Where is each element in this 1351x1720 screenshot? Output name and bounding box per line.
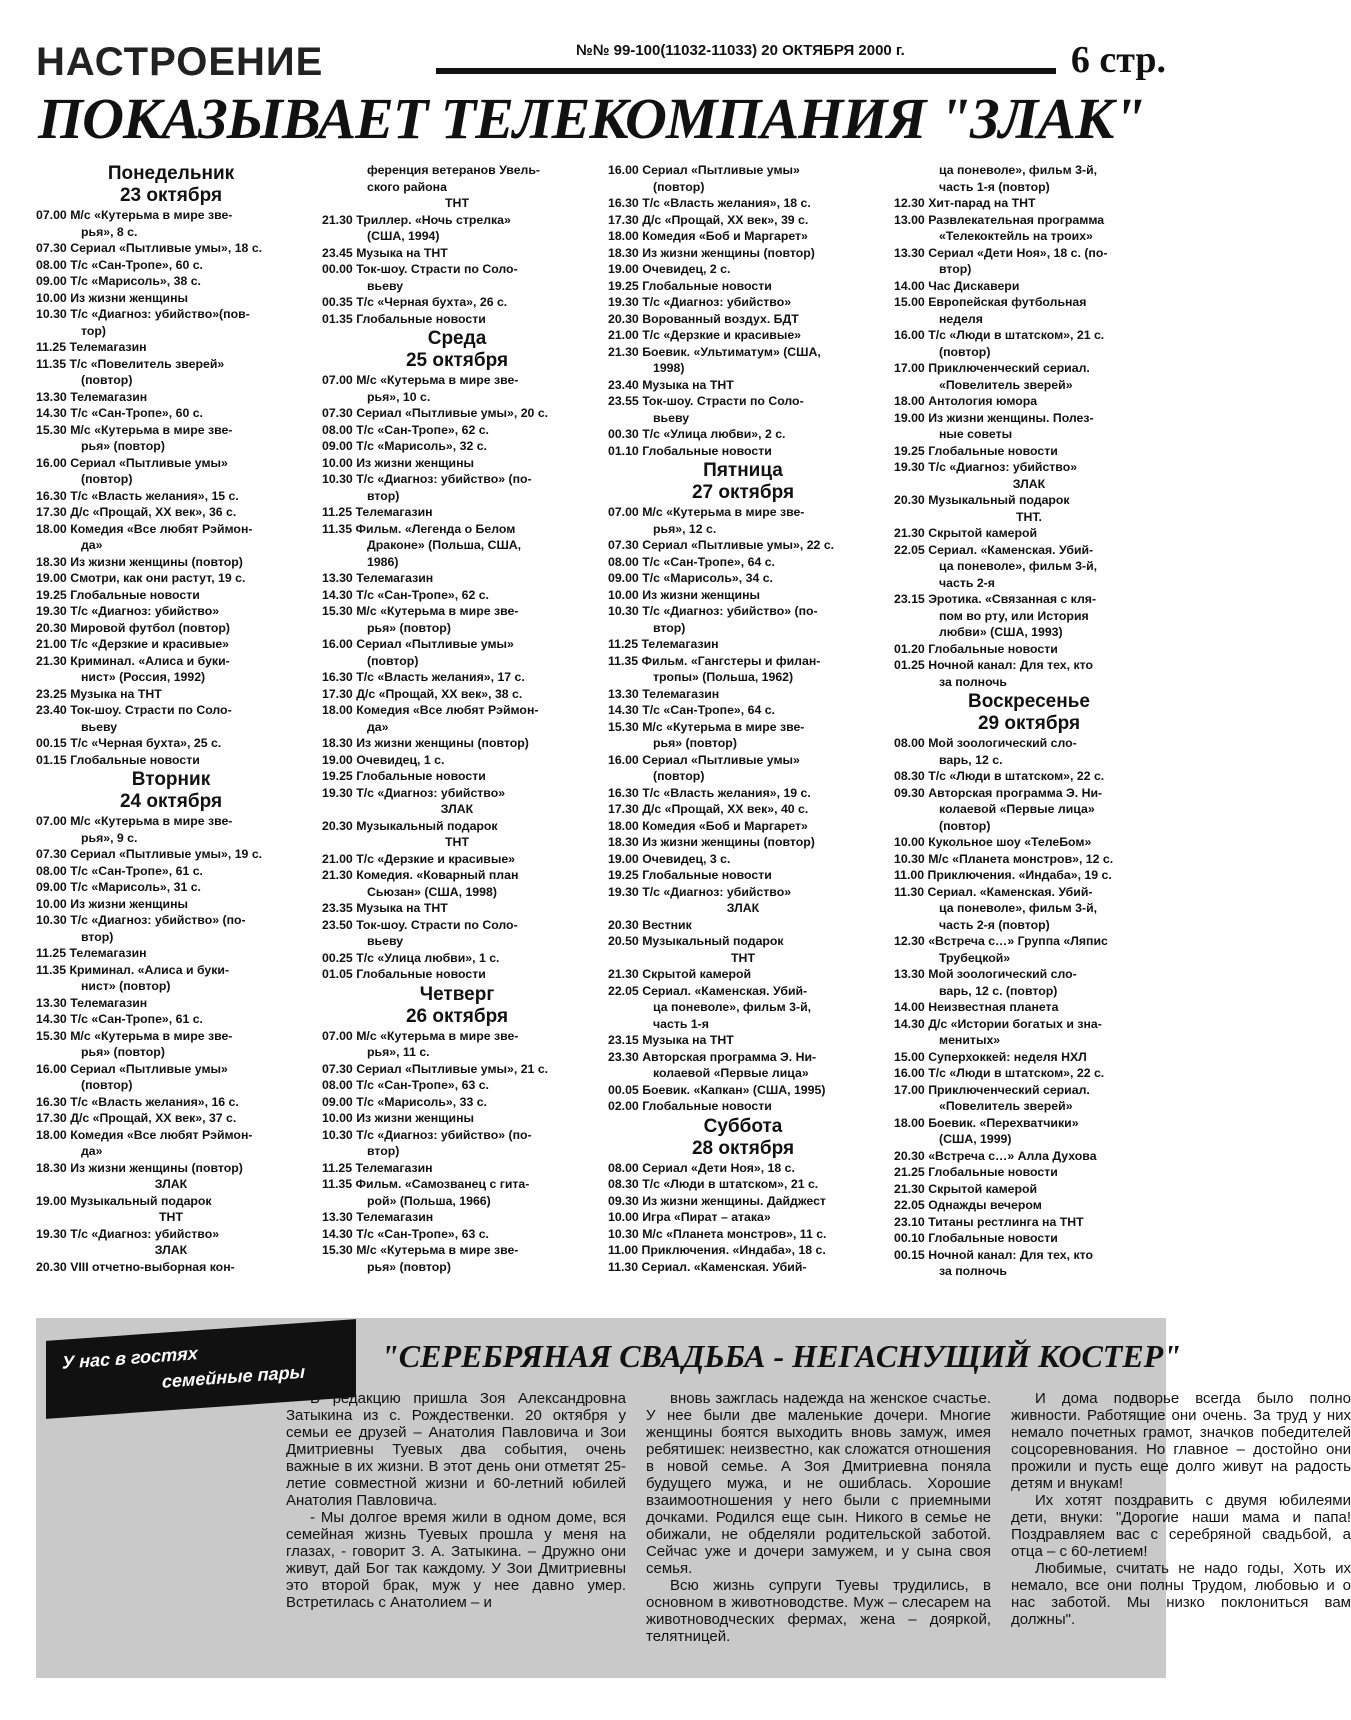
schedule-entry: 08.00 Сериал «Дети Ноя», 18 с. xyxy=(608,1160,795,1175)
schedule-entry: 00.30 Т/с «Улица любви», 2 с. xyxy=(608,427,786,441)
schedule-entry: 11.00 Приключения. «Индаба», 19 с. xyxy=(894,868,1112,882)
schedule-entry: 19.30 Т/с «Диагноз: убийство» xyxy=(36,1226,220,1241)
schedule-entry: 10.30 Т/с «Диагноз: убийство»(пов- xyxy=(36,307,250,321)
schedule-entry: 23.40 Ток-шоу. Страсти по Соло- xyxy=(36,703,232,717)
schedule-entry: 21.30 Скрытой камерой xyxy=(608,967,752,981)
schedule-entry: 19.00 Музыкальный подарок xyxy=(36,1193,212,1208)
schedule-entry-continuation: (повтор) xyxy=(653,179,705,194)
date-heading: 25 октября xyxy=(405,350,509,371)
schedule-entry: 23.15 Эротика. «Связанная с кля- xyxy=(894,592,1097,606)
article-column-2 xyxy=(646,1390,991,1645)
rubric-line-1: У нас в гостях xyxy=(62,1343,198,1373)
schedule-entry: 23.35 Музыка на ТНТ xyxy=(322,901,448,915)
schedule-entry: 09.00 Т/с «Марисоль», 32 с. xyxy=(322,439,487,453)
day-heading: Вторник xyxy=(131,769,211,790)
schedule-entry: 14.30 Т/с «Сан-Тропе», 62 с. xyxy=(322,587,489,602)
schedule-entry: 17.30 Д/с «Прощай, XX век», 39 с. xyxy=(608,212,809,227)
schedule-entry: 07.30 Сериал «Пытливые умы», 20 с. xyxy=(322,406,549,420)
article-paragraph: Их хотят поздравить с двумя юбилеями дети, внуки: "Дорогие наши мама и папа! Поздравляем вас с серебряной свадьбой, а отца – с 60-летием! xyxy=(1011,1492,1351,1560)
schedule-entry: 15.00 Европейская футбольная xyxy=(894,295,1087,309)
schedule-entry: 18.30 Из жизни женщины (повтор) xyxy=(36,1160,243,1175)
schedule-entry-continuation: часть 1-я xyxy=(653,1016,709,1031)
schedule-entry: 18.30 Из жизни женщины (повтор) xyxy=(608,835,815,849)
schedule-entry: 02.00 Глобальные новости xyxy=(608,1099,772,1113)
schedule-entry-continuation: колаевой «Первые лица» xyxy=(939,802,1095,816)
schedule-entry: 16.30 Т/с «Власть желания», 19 с. xyxy=(608,785,811,800)
schedule-entry: 15.30 М/с «Кутерьма в мире зве- xyxy=(608,719,805,734)
schedule-entry: 10.30 Т/с «Диагноз: убийство» (по- xyxy=(322,1127,532,1142)
schedule-entry: 23.40 Музыка на ТНТ xyxy=(608,377,734,392)
schedule-entry: 07.30 Сериал «Пытливые умы», 21 с. xyxy=(322,1061,549,1076)
schedule-entry: 14.30 Т/с «Сан-Тропе», 61 с. xyxy=(36,1012,203,1026)
schedule-entry: 00.15 Т/с «Черная бухта», 25 с. xyxy=(36,736,222,750)
schedule-entry-continuation: Драконе» (Польша, США, xyxy=(367,538,522,552)
schedule-entry: 12.30 Хит-парад на ТНТ xyxy=(894,196,1036,210)
schedule-entry: 08.00 Т/с «Сан-Тропе», 60 с. xyxy=(36,257,203,272)
schedule-entry-continuation: вьеву xyxy=(81,719,118,734)
article-paragraph: Любимые, считать не надо годы, Хоть их немало, все они полны Трудом, любовью и о нас заботой. Мы низко поклониться вам должны". xyxy=(1011,1560,1351,1628)
date-heading: 28 октября xyxy=(691,1137,795,1159)
schedule-entry: 14.30 Т/с «Сан-Тропе», 60 с. xyxy=(36,406,203,420)
date-heading: 27 октября xyxy=(691,482,795,503)
schedule-entry: 07.30 Сериал «Пытливые умы», 22 с. xyxy=(608,538,835,552)
schedule-entry: 18.00 Комедия «Боб и Маргарет» xyxy=(608,229,808,243)
schedule-entry: 22.05 Сериал. «Каменская. Убий- xyxy=(608,983,808,998)
schedule-entry: 13.30 Телемагазин xyxy=(322,1210,434,1224)
schedule-entry: 13.00 Развлекательная программа xyxy=(894,212,1105,227)
schedule-entry-continuation: рья», 11 с. xyxy=(367,1045,430,1059)
schedule-entry: 16.00 Сериал «Пытливые умы» xyxy=(608,752,800,767)
schedule-column-3 xyxy=(608,162,878,1275)
schedule-entry: 18.00 Комедия «Все любят Рэймон- xyxy=(36,1127,253,1142)
schedule-entry: 19.00 Очевидец, 2 с. xyxy=(608,262,731,276)
schedule-entry: 16.00 Т/с «Люди в штатском», 22 с. xyxy=(894,1066,1105,1080)
schedule-entry: 16.00 Т/с «Люди в штатском», 21 с. xyxy=(894,328,1105,342)
schedule-entry-continuation: втор) xyxy=(81,929,114,944)
schedule-entry-continuation: ца поневоле», фильм 3-й, xyxy=(653,1000,812,1014)
schedule-entry: 19.00 Смотри, как они растут, 19 с. xyxy=(36,571,246,585)
schedule-entry: 19.25 Глобальные новости xyxy=(894,443,1058,458)
schedule-entry-continuation: вьеву xyxy=(367,278,404,293)
schedule-entry: 21.30 Боевик. «Ультиматум» (США, xyxy=(608,344,821,359)
schedule-entry: 10.30 М/с «Планета монстров», 12 с. xyxy=(894,851,1114,866)
schedule-entry: 11.30 Сериал. «Каменская. Убий- xyxy=(608,1259,807,1274)
schedule-entry: 23.15 Музыка на ТНТ xyxy=(608,1033,734,1047)
schedule-entry-continuation: неделя xyxy=(939,311,983,326)
issue-line: №№ 99-100(11032-11033) 20 ОКТЯБРЯ 2000 г. xyxy=(576,42,905,59)
schedule-entry: 11.35 Фильм. «Самозванец с гита- xyxy=(322,1177,530,1191)
schedule-entry-continuation: любви» (США, 1993) xyxy=(939,625,1063,639)
schedule-entry: 08.00 Т/с «Сан-Тропе», 62 с. xyxy=(322,422,489,437)
schedule-entry-continuation: 1986) xyxy=(367,554,399,569)
schedule-entry-continuation: часть 2-я xyxy=(939,575,995,590)
schedule-entry: 19.25 Глобальные новости xyxy=(608,868,772,882)
schedule-entry: 23.50 Ток-шоу. Страсти по Соло- xyxy=(322,917,518,932)
schedule-entry: 18.30 Из жизни женщины (повтор) xyxy=(36,554,243,569)
date-heading: 24 октября xyxy=(119,791,223,812)
schedule-entry: 20.30 Мировой футбол (повтор) xyxy=(36,620,230,635)
schedule-entry: 00.35 Т/с «Черная бухта», 26 с. xyxy=(322,295,508,309)
schedule-entry-continuation: рья» (повтор) xyxy=(367,1259,451,1274)
day-heading: Понедельник xyxy=(107,163,235,184)
schedule-entry-continuation: рья» (повтор) xyxy=(367,620,451,635)
schedule-entry: 11.35 Т/с «Повелитель зверей» xyxy=(36,356,225,371)
schedule-entry: 16.30 Т/с «Власть желания», 17 с. xyxy=(322,670,525,684)
channel-label: ТНТ xyxy=(445,196,469,210)
schedule-entry: 07.00 М/с «Кутерьма в мире зве- xyxy=(36,814,233,828)
schedule-entry-continuation: (повтор) xyxy=(81,373,133,387)
schedule-entry: 01.05 Глобальные новости xyxy=(322,967,486,981)
schedule-entry: 10.00 Из жизни женщины xyxy=(36,290,189,305)
schedule-entry: 10.30 М/с «Планета монстров», 11 с. xyxy=(608,1226,827,1241)
schedule-entry: 00.15 Ночной канал: Для тех, кто xyxy=(894,1247,1093,1262)
schedule-entry: 01.20 Глобальные новости xyxy=(894,641,1058,656)
schedule-entry: 09.00 Т/с «Марисоль», 31 с. xyxy=(36,880,201,894)
schedule-entry: 15.30 М/с «Кутерьма в мире зве- xyxy=(322,604,519,618)
schedule-entry-continuation: варь, 12 с. (повтор) xyxy=(939,983,1058,998)
schedule-entry: 21.00 Т/с «Дерзкие и красивые» xyxy=(322,851,516,866)
channel-label: ЗЛАК xyxy=(440,802,474,816)
schedule-entry: 09.30 Авторская программа Э. Ни- xyxy=(894,785,1103,800)
schedule-entry: 19.25 Глобальные новости xyxy=(322,769,486,783)
schedule-entry-continuation: рья» (повтор) xyxy=(81,439,165,453)
schedule-entry: 07.30 Сериал «Пытливые умы», 19 с. xyxy=(36,847,263,861)
schedule-entry: 19.00 Из жизни женщины. Полез- xyxy=(894,410,1094,425)
schedule-entry-continuation: ца поневоле», фильм 3-й, xyxy=(939,901,1098,915)
schedule-entry: 11.35 Криминал. «Алиса и буки- xyxy=(36,962,230,977)
schedule-entry-continuation: нист» (повтор) xyxy=(81,979,171,993)
schedule-entry: 12.30 «Встреча с…» Группа «Ляпис xyxy=(894,934,1108,948)
schedule-column-1 xyxy=(36,162,306,1275)
schedule-entry: 13.30 Телемагазин xyxy=(36,389,148,404)
schedule-entry: 21.00 Т/с «Дерзкие и красивые» xyxy=(608,328,802,342)
schedule-entry: 20.30 Музыкальный подарок xyxy=(322,818,498,833)
schedule-entry-continuation: нист» (Россия, 1992) xyxy=(81,670,206,684)
schedule-entry: 13.30 Сериал «Дети Ноя», 18 с. (по- xyxy=(894,245,1108,260)
schedule-entry-continuation: Сьюзан» (США, 1998) xyxy=(367,884,497,899)
channel-label: ТНТ xyxy=(159,1210,183,1224)
schedule-entry-continuation: (повтор) xyxy=(653,769,705,783)
schedule-entry: 08.00 Мой зоологический сло- xyxy=(894,736,1077,750)
article-paragraph: И дома подворье всегда было полно живности. Работящие они очень. За труд у них немало почетных грамот, значков победителей соцсоревнования. Но главное – достойно они прожили и пусть еще долго живут на радость детям и внукам! xyxy=(1011,1390,1351,1492)
article-paragraph: - Мы долгое время жили в одном доме, вся семейная жизнь Туевых прошла у меня на глазах, - говорит З. А. Затыкина. – Дружно они живут, дай Бог так каждому. У Зои Дмитриевны это второй брак, муж у нее давно умер. Встретилась с Анатолием – и xyxy=(286,1509,626,1611)
schedule-entry: 18.30 Из жизни женщины (повтор) xyxy=(608,245,815,260)
schedule-entry: 08.30 Т/с «Люди в штатском», 21 с. xyxy=(608,1177,819,1191)
schedule-entry-continuation: Трубецкой» xyxy=(939,950,1011,965)
schedule-entry: 19.00 Очевидец, 3 с. xyxy=(608,851,731,866)
article-paragraph: В редакцию пришла Зоя Александровна Затыкина из с. Рождественки. 20 октября у семьи ее друзей – Анатолия Павловича и Зои Дмитриевны Туевых два события, очень важные в их жизни. В этот день они отметят 25-летие совместной жизни и 60-летний юбилей Анатолия Павловича. xyxy=(286,1390,626,1509)
schedule-entry: 18.00 Боевик. «Перехватчики» xyxy=(894,1115,1079,1130)
schedule-entry-continuation: менитых» xyxy=(939,1033,1001,1047)
date-heading: 23 октября xyxy=(119,185,223,206)
schedule-entry: 15.30 М/с «Кутерьма в мире зве- xyxy=(322,1243,519,1257)
schedule-entry: 16.00 Сериал «Пытливые умы» xyxy=(608,163,800,177)
schedule-entry: 15.00 Суперхоккей: неделя НХЛ xyxy=(894,1049,1087,1064)
schedule-entry-continuation: часть 2-я (повтор) xyxy=(939,917,1050,932)
schedule-entry: 13.30 Телемагазин xyxy=(608,686,720,701)
schedule-entry: 16.00 Сериал «Пытливые умы» xyxy=(322,637,514,651)
schedule-entry: 20.30 «Встреча с…» Алла Духова xyxy=(894,1148,1097,1163)
schedule-entry: 18.00 Комедия «Боб и Маргарет» xyxy=(608,818,808,833)
schedule-entry: 21.25 Глобальные новости xyxy=(894,1165,1058,1179)
schedule-entry-continuation: тор) xyxy=(81,323,106,338)
schedule-entry: 11.35 Фильм. «Гангстеры и филан- xyxy=(608,653,821,668)
schedule-entry: 21.30 Криминал. «Алиса и буки- xyxy=(36,653,230,668)
channel-label: ТНТ xyxy=(445,835,469,849)
article-paragraph: Всю жизнь супруги Туевы трудились, в основном в животноводстве. Муж – слесарем на животноводческих фермах, жена – дояркой, телятницей. xyxy=(646,1577,991,1645)
schedule-entry: 10.30 Т/с «Диагноз: убийство» (по- xyxy=(36,913,246,927)
schedule-entry-continuation: вьеву xyxy=(653,410,690,425)
schedule-entry-continuation: за полночь xyxy=(939,674,1007,689)
schedule-entry: 16.00 Сериал «Пытливые умы» xyxy=(36,455,228,470)
schedule-entry-continuation: да» xyxy=(367,719,389,734)
schedule-column-2 xyxy=(322,162,592,1275)
schedule-entry: 07.00 М/с «Кутерьма в мире зве- xyxy=(36,208,233,222)
schedule-entry: 13.30 Мой зоологический сло- xyxy=(894,967,1077,981)
schedule-entry: 08.00 Т/с «Сан-Тропе», 63 с. xyxy=(322,1078,489,1092)
schedule-entry-continuation: «Повелитель зверей» xyxy=(939,1099,1073,1113)
schedule-entry: 10.30 Т/с «Диагноз: убийство» (по- xyxy=(608,604,818,618)
schedule-entry: 08.00 Т/с «Сан-Тропе», 64 с. xyxy=(608,554,775,569)
day-heading: Воскресенье xyxy=(968,691,1090,712)
schedule-entry: 14.30 Т/с «Сан-Тропе», 64 с. xyxy=(608,703,775,717)
channel-label: ЗЛАК xyxy=(1012,476,1046,491)
schedule-entry-continuation: рья» (повтор) xyxy=(81,1045,165,1059)
schedule-entry: 15.30 М/с «Кутерьма в мире зве- xyxy=(36,1028,233,1043)
schedule-entry: 09.00 Т/с «Марисоль», 34 с. xyxy=(608,571,773,585)
schedule-entry-continuation: рья» (повтор) xyxy=(653,736,737,750)
schedule-entry: 14.30 Д/с «Истории богатых и зна- xyxy=(894,1016,1102,1031)
schedule-entry: 01.15 Глобальные новости xyxy=(36,752,200,767)
schedule-entry-continuation: рья», 12 с. xyxy=(653,521,717,536)
schedule-entry: 11.25 Телемагазин xyxy=(36,340,147,354)
schedule-entry-continuation: пом во рту, или История xyxy=(939,608,1089,623)
schedule-entry: 20.50 Музыкальный подарок xyxy=(608,934,784,948)
article-column-1 xyxy=(286,1390,626,1611)
schedule-entry-continuation: (США, 1999) xyxy=(939,1132,1012,1146)
schedule-entry: 10.00 Игра «Пират – атака» xyxy=(608,1210,771,1224)
schedule-entry: 21.00 Т/с «Дерзкие и красивые» xyxy=(36,637,230,651)
day-heading: Среда xyxy=(427,328,487,349)
schedule-entry: 11.25 Телемагазин xyxy=(322,505,433,519)
schedule-entry: 23.55 Ток-шоу. Страсти по Соло- xyxy=(608,394,804,408)
schedule-entry-continuation: да» xyxy=(81,538,103,552)
schedule-entry: 07.00 М/с «Кутерьма в мире зве- xyxy=(322,373,519,387)
channel-label: ЗЛАК xyxy=(726,901,760,915)
channel-label: ЗЛАК xyxy=(154,1177,188,1191)
schedule-entry: 15.30 М/с «Кутерьма в мире зве- xyxy=(36,422,233,437)
schedule-entry: 21.30 Триллер. «Ночь стрелка» xyxy=(322,212,511,227)
schedule-entry-continuation: ференция ветеранов Увель- xyxy=(367,163,541,177)
schedule-entry: 17.00 Приключенческий сериал. xyxy=(894,361,1090,375)
schedule-column-4 xyxy=(894,162,1164,1280)
schedule-entry: 19.25 Глобальные новости xyxy=(608,278,772,293)
date-heading: 26 октября xyxy=(405,1005,509,1027)
schedule-entry: 14.30 Т/с «Сан-Тропе», 63 с. xyxy=(322,1226,489,1241)
masthead xyxy=(36,40,1166,88)
schedule-entry: 07.00 М/с «Кутерьма в мире зве- xyxy=(322,1028,519,1043)
article-column-3 xyxy=(1011,1390,1351,1628)
schedule-entry: 11.00 Приключения. «Индаба», 18 с. xyxy=(608,1243,826,1257)
channel-label: ТНТ xyxy=(731,950,755,965)
schedule-entry: 19.30 Т/с «Диагноз: убийство» xyxy=(322,785,506,800)
rubric-line-2: семейные пары xyxy=(162,1361,305,1392)
schedule-entry-continuation: (повтор) xyxy=(939,818,991,833)
schedule-entry-continuation: втор) xyxy=(653,620,686,635)
day-heading: Суббота xyxy=(703,1115,783,1137)
schedule-entry-continuation: варь, 12 с. xyxy=(939,752,1003,767)
schedule-entry: 08.30 Т/с «Люди в штатском», 22 с. xyxy=(894,769,1105,783)
schedule-entry: 11.25 Телемагазин xyxy=(36,946,147,960)
schedule-entry: 21.30 Скрытой камерой xyxy=(894,1181,1038,1196)
schedule-entry: 10.00 Из жизни женщины xyxy=(322,455,475,470)
schedule-entry: 17.00 Приключенческий сериал. xyxy=(894,1082,1090,1097)
schedule-entry-continuation: рья», 9 с. xyxy=(81,830,138,845)
schedule-entry: 20.30 Вестник xyxy=(608,917,692,932)
schedule-entry: 00.10 Глобальные новости xyxy=(894,1231,1058,1245)
schedule-entry: 16.30 Т/с «Власть желания», 15 с. xyxy=(36,488,239,503)
page-headline: ПОКАЗЫВАЕТ ТЕЛЕКОМПАНИЯ "ЗЛАК" xyxy=(38,86,1145,151)
schedule-entry: 01.25 Ночной канал: Для тех, кто xyxy=(894,658,1093,672)
article-paragraph: вновь зажглась надежда на женское счастье. У нее были две маленькие дочери. Многие женщины боятся выходить вновь замуж, имея ребятишек: неизвестно, как сложатся отношения в новой семье. А Зоя Дмитриевна поняла будущего мужа, и не ошиблась. Хорошие взаимоотношения у него были с приемными дочками. Родился еще сын. Никого в семье не обижали, не обделяли родительской заботой. Сейчас уже и дочери замужем, и у сына своя семья. xyxy=(646,1390,991,1577)
schedule-entry: 01.35 Глобальные новости xyxy=(322,311,486,326)
schedule-entry: 18.00 Комедия «Все любят Рэймон- xyxy=(36,521,253,536)
schedule-entry: 19.30 Т/с «Диагноз: убийство» xyxy=(608,295,792,309)
schedule-entry: 19.00 Очевидец, 1 с. xyxy=(322,752,445,767)
schedule-entry: 10.00 Кукольное шоу «ТелеБом» xyxy=(894,835,1092,849)
schedule-entry: 17.30 Д/с «Прощай, XX век», 40 с. xyxy=(608,802,809,816)
schedule-entry: 14.00 Час Дискавери xyxy=(894,278,1020,293)
day-heading: Пятница xyxy=(703,460,783,481)
schedule-entry-continuation: ные советы xyxy=(939,427,1013,441)
schedule-entry: 22.05 Однажды вечером xyxy=(894,1198,1042,1212)
schedule-entry-continuation: «Телекоктейль на троих» xyxy=(939,229,1093,243)
schedule-entry: 16.00 Сериал «Пытливые умы» xyxy=(36,1061,228,1076)
schedule-entry: 00.05 Боевик. «Капкан» (США, 1995) xyxy=(608,1082,826,1097)
schedule-entry-continuation: «Повелитель зверей» xyxy=(939,377,1073,392)
schedule-entry-continuation: (повтор) xyxy=(367,653,419,668)
schedule-entry: 13.30 Телемагазин xyxy=(322,571,434,585)
schedule-entry: 11.25 Телемагазин xyxy=(608,637,719,651)
schedule-entry: 20.30 VIII отчетно-выборная кон- xyxy=(36,1259,235,1274)
schedule-entry: 18.30 Из жизни женщины (повтор) xyxy=(322,736,529,750)
schedule-entry: 23.30 Авторская программа Э. Ни- xyxy=(608,1049,817,1064)
schedule-entry: 21.30 Скрытой камерой xyxy=(894,526,1038,540)
schedule-entry: 07.30 Сериал «Пытливые умы», 18 с. xyxy=(36,241,263,255)
schedule-entry: 10.00 Из жизни женщины xyxy=(36,896,189,911)
masthead-title: НАСТРОЕНИЕ xyxy=(36,40,324,84)
schedule-entry-continuation: (США, 1994) xyxy=(367,229,440,243)
schedule-entry: 16.30 Т/с «Власть желания», 16 с. xyxy=(36,1094,239,1109)
schedule-entry: 17.30 Д/с «Прощай, XX век», 36 с. xyxy=(36,505,237,519)
schedule-entry-continuation: ца поневоле», фильм 3-й, xyxy=(939,559,1098,573)
schedule-entry-continuation: колаевой «Первые лица» xyxy=(653,1066,809,1080)
schedule-entry-continuation: вьеву xyxy=(367,934,404,948)
schedule-entry: 11.35 Фильм. «Легенда о Белом xyxy=(322,521,516,536)
schedule-entry-continuation: рья», 8 с. xyxy=(81,224,138,239)
date-heading: 29 октября xyxy=(977,713,1081,734)
schedule-entry: 23.25 Музыка на ТНТ xyxy=(36,686,162,701)
schedule-entry-continuation: втор) xyxy=(939,262,972,276)
tv-schedule xyxy=(36,162,1166,1302)
schedule-entry: 10.00 Из жизни женщины xyxy=(608,587,761,602)
article-block xyxy=(36,1318,1351,1678)
schedule-entry: 09.00 Т/с «Марисоль», 33 с. xyxy=(322,1094,487,1109)
masthead-rule xyxy=(436,68,1056,74)
schedule-entry: 07.00 М/с «Кутерьма в мире зве- xyxy=(608,505,805,519)
schedule-entry: 09.30 Из жизни женщины. Дайджест xyxy=(608,1193,826,1208)
schedule-entry-continuation: втор) xyxy=(367,488,400,503)
schedule-entry: 23.10 Титаны рестлинга на ТНТ xyxy=(894,1214,1084,1229)
schedule-entry: 00.25 Т/с «Улица любви», 1 с. xyxy=(322,950,500,965)
schedule-entry: 11.30 Сериал. «Каменская. Убий- xyxy=(894,884,1093,899)
schedule-entry-continuation: (повтор) xyxy=(939,344,991,359)
schedule-entry: 19.25 Глобальные новости xyxy=(36,587,200,602)
schedule-entry-continuation: ца поневоле», фильм 3-й, xyxy=(939,163,1098,177)
schedule-entry: 13.30 Телемагазин xyxy=(36,995,148,1010)
schedule-entry: 10.30 Т/с «Диагноз: убийство» (по- xyxy=(322,472,532,486)
schedule-entry: 08.00 Т/с «Сан-Тропе», 61 с. xyxy=(36,863,203,878)
schedule-entry-continuation: тропы» (Польша, 1962) xyxy=(653,670,794,684)
article-title: "СЕРЕБРЯНАЯ СВАДЬБА - НЕГАСНУЩИЙ КОСТЕР" xyxy=(381,1338,1181,1374)
schedule-entry-continuation: за полночь xyxy=(939,1264,1007,1278)
channel-label: ЗЛАК xyxy=(154,1243,188,1257)
schedule-entry: 22.05 Сериал. «Каменская. Убий- xyxy=(894,542,1094,557)
schedule-entry: 19.30 Т/с «Диагноз: убийство» xyxy=(608,884,792,899)
schedule-entry-continuation: 1998) xyxy=(653,361,685,375)
schedule-entry-continuation: (повтор) xyxy=(81,1078,133,1092)
schedule-entry-continuation: рья», 10 с. xyxy=(367,389,431,404)
schedule-entry-continuation: рой» (Польша, 1966) xyxy=(367,1193,491,1208)
page-number: 6 стр. xyxy=(1070,39,1166,81)
schedule-entry: 09.00 Т/с «Марисоль», 38 с. xyxy=(36,274,201,288)
channel-label: ТНТ. xyxy=(1016,509,1042,524)
schedule-entry: 23.45 Музыка на ТНТ xyxy=(322,245,448,260)
schedule-entry: 10.00 Из жизни женщины xyxy=(322,1111,475,1125)
schedule-entry: 16.30 Т/с «Власть желания», 18 с. xyxy=(608,196,811,210)
schedule-entry-continuation: (повтор) xyxy=(81,472,133,486)
schedule-entry: 11.25 Телемагазин xyxy=(322,1160,433,1175)
schedule-entry: 19.30 Т/с «Диагноз: убийство» xyxy=(36,604,220,618)
schedule-entry: 17.30 Д/с «Прощай, XX век», 37 с. xyxy=(36,1111,237,1125)
schedule-entry: 01.10 Глобальные новости xyxy=(608,443,772,458)
day-heading: Четверг xyxy=(419,983,495,1005)
schedule-entry: 18.00 Комедия «Все любят Рэймон- xyxy=(322,703,539,717)
schedule-entry-continuation: втор) xyxy=(367,1144,400,1158)
schedule-entry: 19.30 Т/с «Диагноз: убийство» xyxy=(894,460,1078,474)
schedule-entry-continuation: ского района xyxy=(367,179,447,194)
schedule-entry: 17.30 Д/с «Прощай, XX век», 38 с. xyxy=(322,686,523,701)
schedule-entry-continuation: да» xyxy=(81,1144,103,1158)
schedule-entry: 20.30 Музыкальный подарок xyxy=(894,493,1070,507)
schedule-entry: 21.30 Комедия. «Коварный план xyxy=(322,868,519,882)
schedule-entry: 00.00 Ток-шоу. Страсти по Соло- xyxy=(322,262,518,276)
schedule-entry: 18.00 Антология юмора xyxy=(894,394,1038,408)
schedule-entry-continuation: часть 1-я (повтор) xyxy=(939,179,1050,194)
schedule-entry: 14.00 Неизвестная планета xyxy=(894,1000,1059,1014)
schedule-entry: 20.30 Ворованный воздух. БДТ xyxy=(608,311,799,326)
